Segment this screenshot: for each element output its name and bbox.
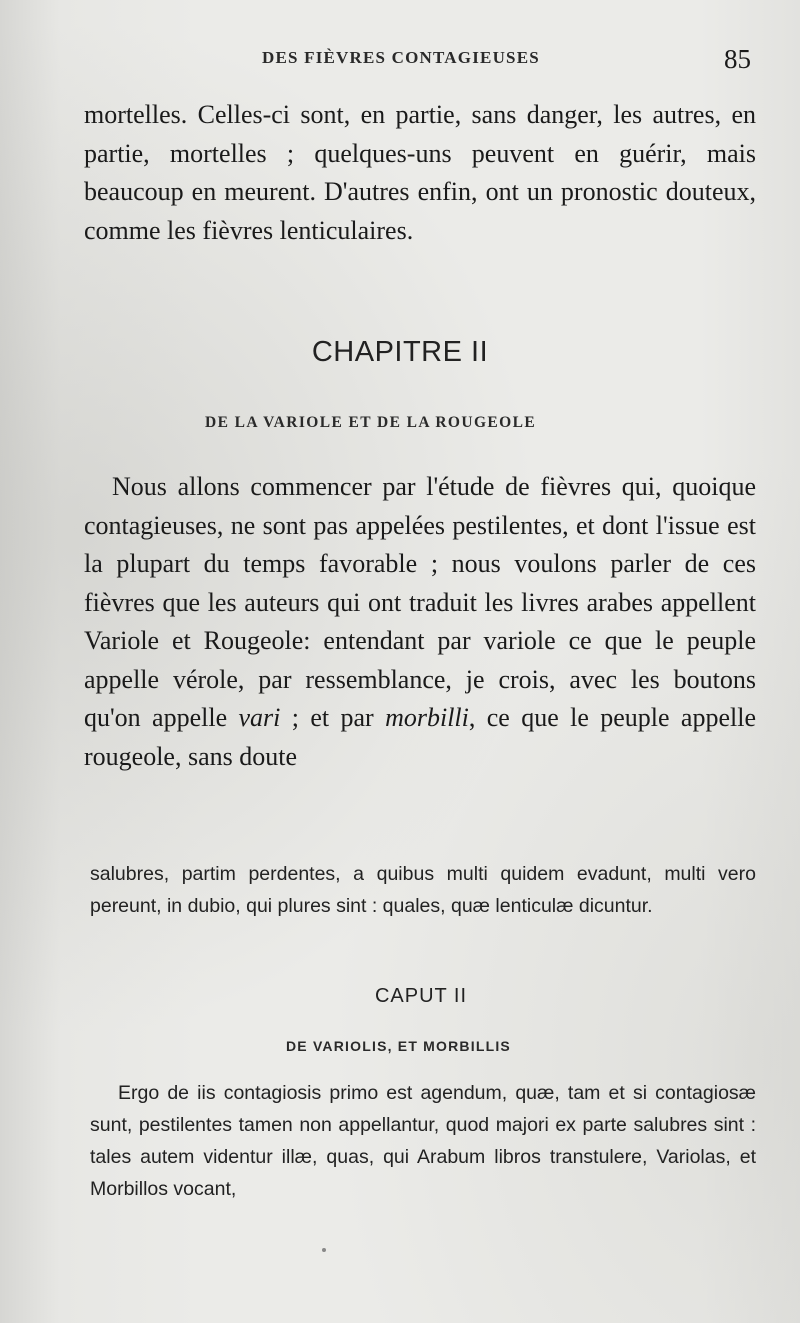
french-paragraph-2-part-b: ; et par <box>280 703 386 732</box>
latin-paragraph-1 <box>90 858 756 922</box>
chapter-subtitle: DE LA VARIOLE ET DE LA ROUGEOLE <box>205 414 537 431</box>
french-paragraph-2-part-c: , ce que le peuple appelle rougeole, sans doute <box>84 703 756 771</box>
page-number: 85 <box>724 44 751 74</box>
caput-title: CAPUT II <box>374 985 468 1007</box>
latin-paragraph-2-text: Ergo de iis contagiosis primo est agendum, quæ, tam et si contagiosæ sunt, pestilentes tamen non appellantur, quod majori ex parte salubres sint : tales autem videntur illæ, quas, qui Arabum libros transtulere, Variolas, et Morbillos vocant, <box>90 1082 756 1200</box>
italic-term-morbilli: morbilli <box>385 703 469 732</box>
latin-paragraph-2 <box>90 1077 756 1205</box>
running-header <box>0 44 800 78</box>
french-paragraph-2-part-a: Nous allons commencer par l'étude de fièvres qui, quoique contagieuses, ne sont pas appelées pestilentes, et dont l'issue est la plupart du temps favorable ; nous voulons parler de ces fièvres que les auteurs qui ont traduit les livres arabes appellent Variole et Rougeole: entendant par variole ce que le peuple appelle vérole, par ressemblance, je crois, avec les boutons qu'on appelle <box>84 472 756 732</box>
french-paragraph-2 <box>84 468 756 776</box>
chapter-title: CHAPITRE II <box>311 336 489 368</box>
latin-paragraph-1-text: salubres, partim perdentes, a quibus multi quidem evadunt, multi vero pereunt, in dubio, qui plures sint : quales, quæ lenticulæ dicuntur. <box>90 863 756 917</box>
french-paragraph-1-text: mortelles. Celles-ci sont, en partie, sans danger, les autres, en partie, mortelles ; quelques-uns peuvent en guérir, mais beaucoup en meurent. D'autres enfin, ont un pronostic douteux, comme les fièvres lenticulaires. <box>84 100 756 245</box>
running-title: DES FIÈVRES CONTAGIEUSES <box>262 48 540 67</box>
italic-term-vari: vari <box>238 703 281 732</box>
caput-subtitle: DE VARIOLIS, ET MORBILLIS <box>286 1038 511 1054</box>
ink-speck <box>322 1248 326 1252</box>
french-paragraph-2-text <box>84 468 756 776</box>
french-paragraph-1 <box>84 96 756 250</box>
